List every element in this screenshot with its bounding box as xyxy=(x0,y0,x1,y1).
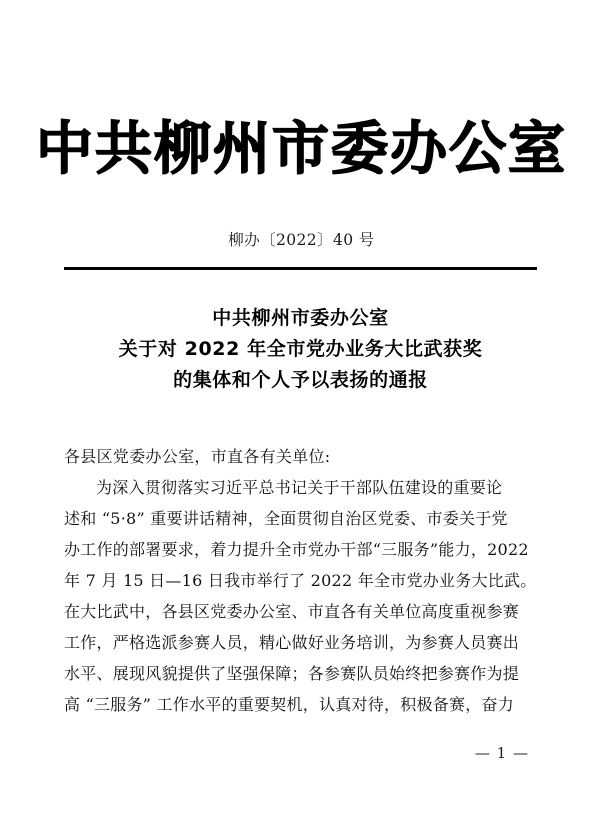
document-title xyxy=(64,303,537,396)
body-line: 述和 “5·8” 重要讲话精神，全面贯彻自治区党委、市委关于党 xyxy=(64,509,508,528)
body-line: 在大比武中，各县区党委办公室、市直各有关单位高度重视参赛 xyxy=(64,602,520,621)
title-line-2: 关于对 2022 年全市党办业务大比武获奖 xyxy=(118,338,483,360)
page-number: — 1 — xyxy=(474,744,529,762)
title-line-1: 中共柳州市委办公室 xyxy=(212,307,389,329)
body-line: 为深入贯彻落实习近平总书记关于干部队伍建设的重要论 xyxy=(96,478,503,497)
salutation: 各县区党委办公室，市直各有关单位: xyxy=(64,447,331,466)
body-line: 工作，严格选派参赛人员，精心做好业务培训，为参赛人员赛出 xyxy=(64,633,520,652)
document-number: 柳办〔2022〕40 号 xyxy=(228,231,375,249)
document-body xyxy=(64,441,537,720)
body-line: 年 7 月 15 日—16 日我市举行了 2022 年全市党办业务大比武。 xyxy=(64,571,537,590)
body-line: 办工作的部署要求，着力提升全市党办干部“三服务”能力，2022 xyxy=(64,540,529,559)
body-line: 高 “三服务” 工作水平的重要契机，认真对待，积极备赛，奋力 xyxy=(64,695,515,714)
header-separator-rule xyxy=(64,267,537,270)
title-line-3: 的集体和个人予以表扬的通报 xyxy=(173,369,428,391)
body-line: 水平、展现风貌提供了坚强保障；各参赛队员始终把参赛作为提 xyxy=(64,664,520,683)
document-masthead: 中共柳州市委办公室 xyxy=(36,116,567,182)
